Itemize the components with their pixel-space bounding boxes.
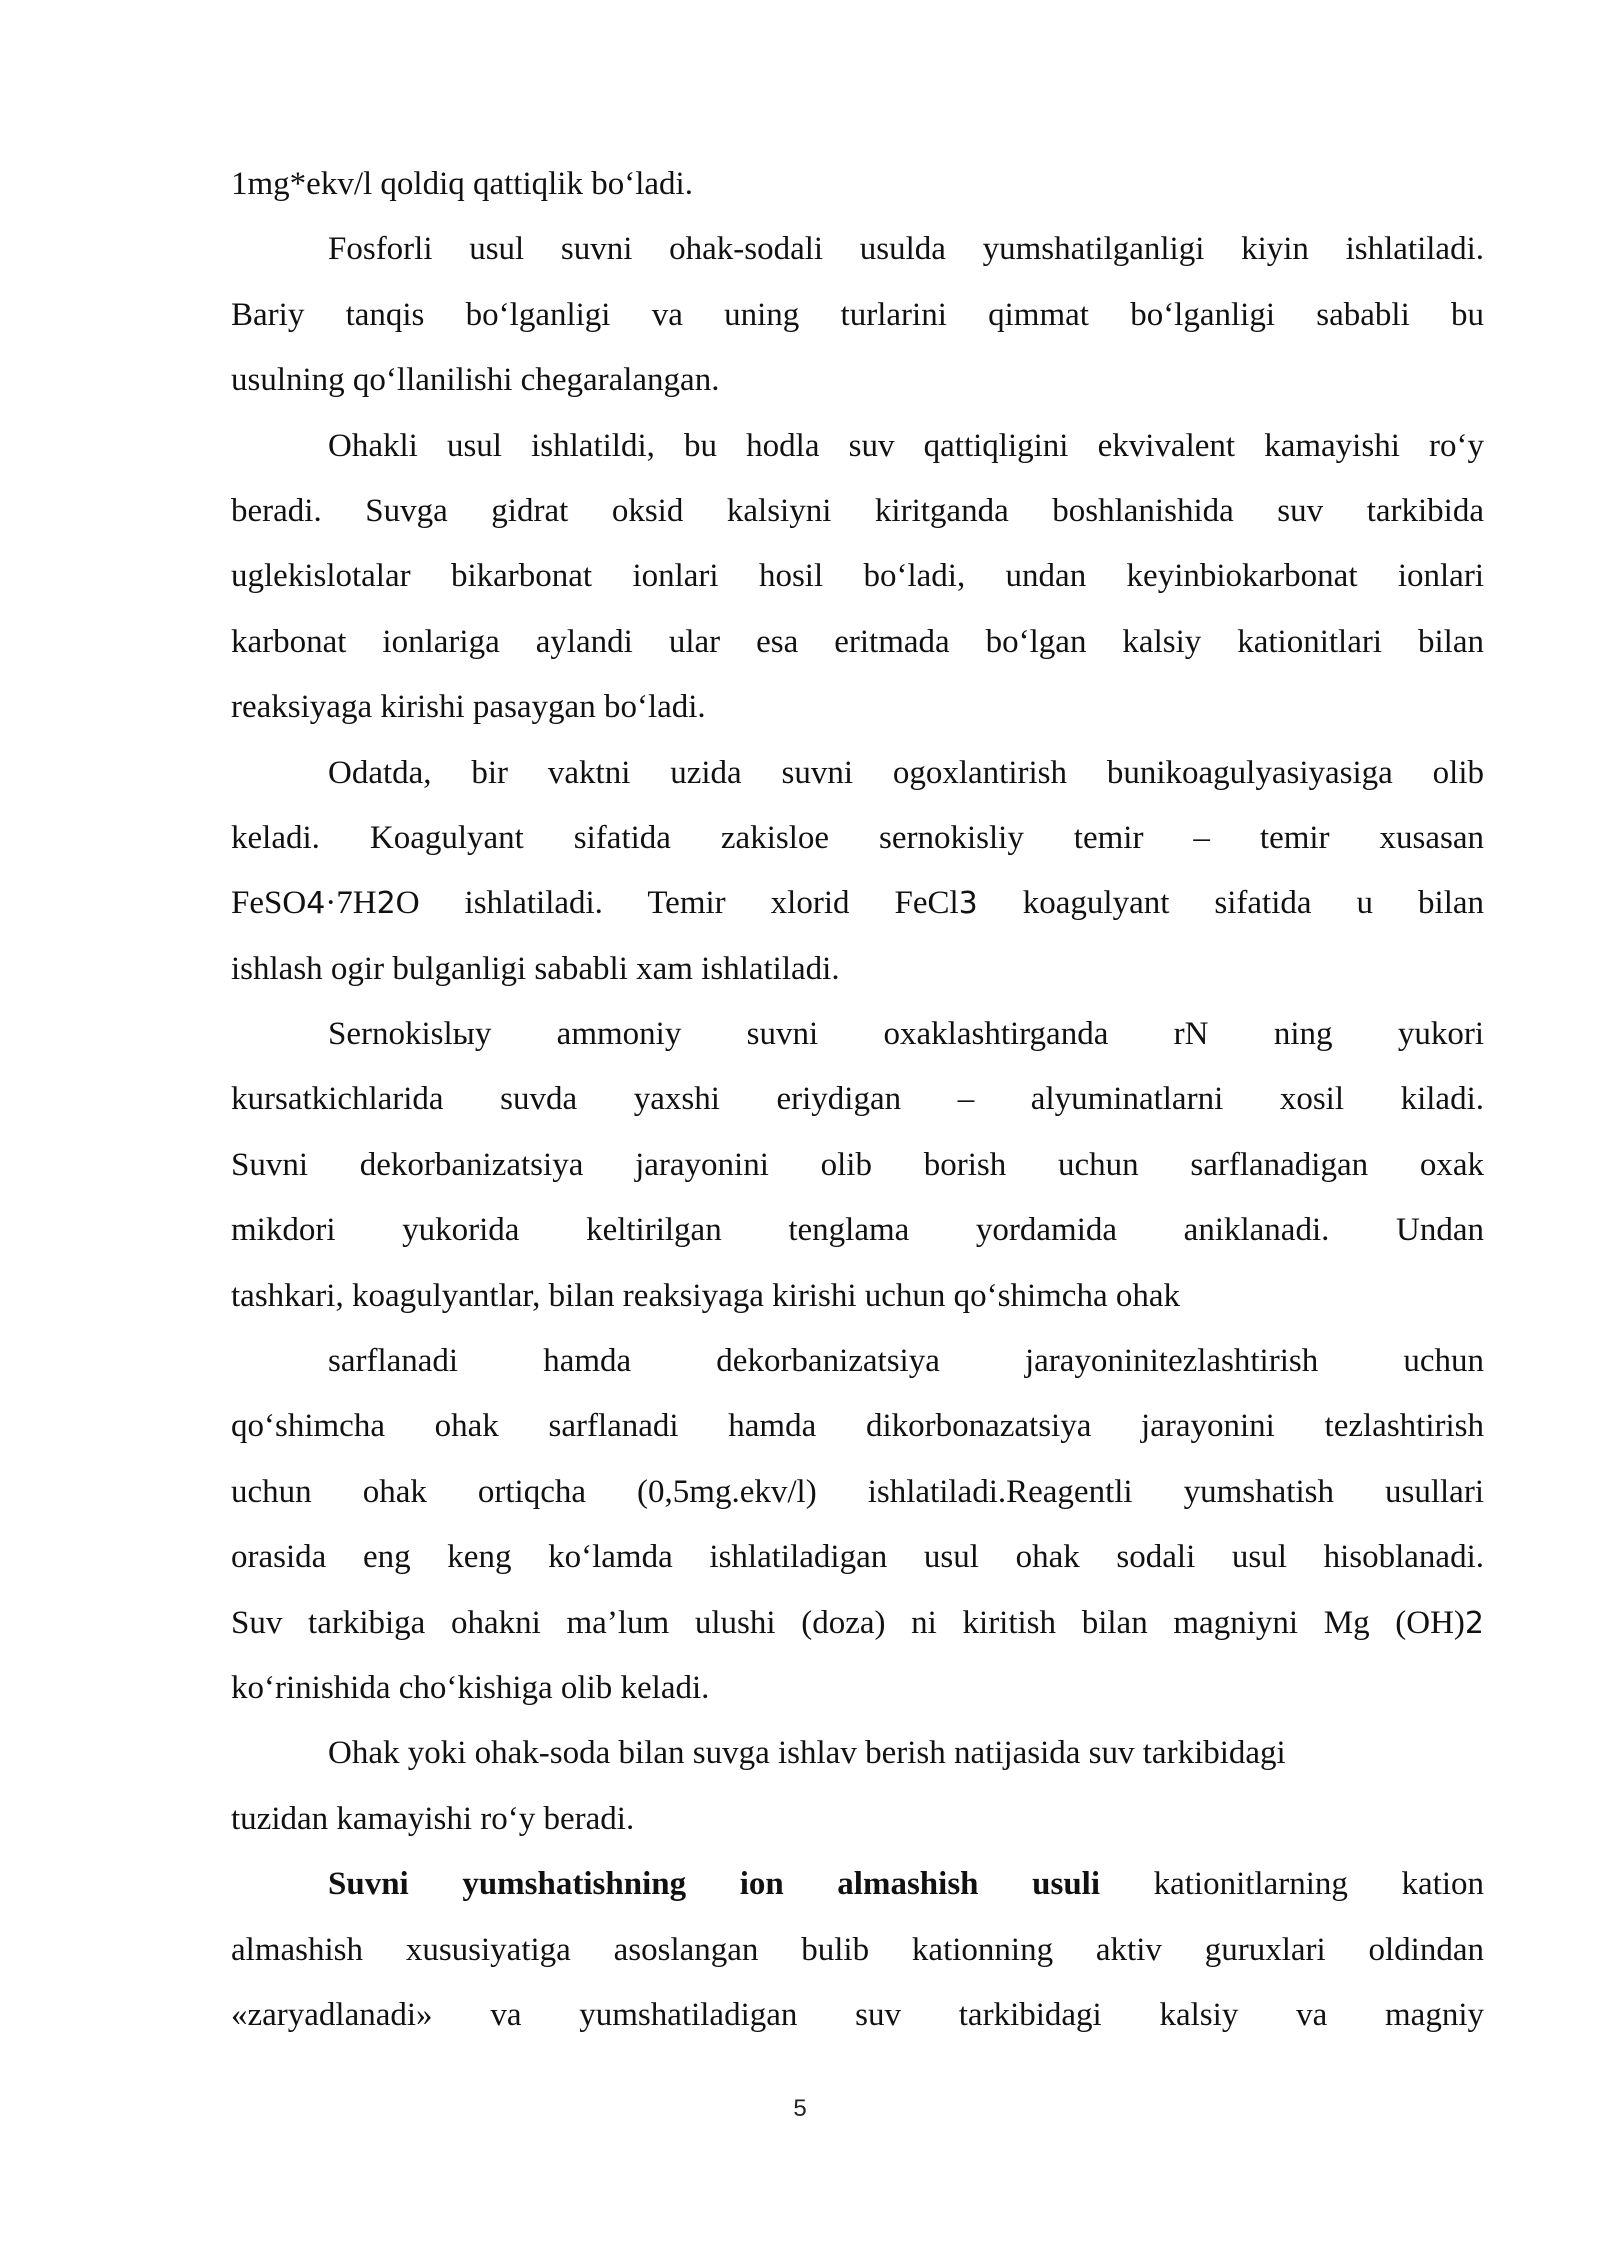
text-line: usulning qo‘llanilishi chegaralangan. [231,362,720,399]
text-line: Ohakli usul ishlatildi, bu hodla suv qattiqligini ekvivalent kamayishi ro‘y [328,427,1484,464]
text-line: 1mg*ekv/l qoldiq qattiqlik bo‘ladi. [231,166,693,202]
text-line: beradi. Suvga gidrat oksid kalsiyni kiritganda boshlanishida suv tarkibida [231,492,1484,529]
text-line: ishlash ogir bulganligi sababli xam ishlatiladi. [231,950,840,987]
text-line: ko‘rinishida cho‘kishiga olib keladi. [231,1669,710,1706]
text-line: tashkari, koagulyantlar, bilan reaksiyaga kirishi uchun qo‘shimcha ohak [231,1277,1180,1314]
body-text [231,152,1484,2048]
text-line: sarflanadi hamda dekorbanizatsiya jarayoninitezlashtirish uchun [328,1343,1484,1380]
text-line: orasida eng keng ko‘lamda ishlatiladigan usul ohak sodali usul hisoblanadi. [231,1539,1484,1576]
text-line: qo‘shimcha ohak sarflanadi hamda dikorbonazatsiya jarayonini tezlashtirish [231,1408,1484,1445]
text-line: Sernokislыy ammoniy suvni oxaklashtirganda rN ning yukori [328,1016,1484,1053]
text-line: uchun ohak ortiqcha (0,5mg.ekv/l) ishlatiladi.Reagentli yumshatish usullari [231,1473,1484,1510]
text-line: uglekislotalar bikarbonat ionlari hosil bo‘ladi, undan keyinbiokarbonat ionlari [231,558,1484,595]
text-line: Odatda, bir vaktni uzida suvni ogoxlantirish bunikoagulyasiyasiga olib [328,754,1484,791]
text-line: karbonat ionlariga aylandi ular esa eritmada bo‘lgan kalsiy kationitlari bilan [231,623,1484,660]
text-line: Bariy tanqis bo‘lganligi va uning turlarini qimmat bo‘lganligi sababli bu [231,296,1484,333]
page-number: 5 [793,2095,807,2122]
text-line: «zaryadlanadi» va yumshatiladigan suv tarkibidagi kalsiy va magniy [231,1996,1484,2033]
section-heading-line: Suvni yumshatishning ion almashish usuli kationitlarning kation [328,1866,1484,1903]
formula-line: Suv tarkibiga ohakni ma’lum ulushi (doza) ni kiritish bilan magniyni Mg (OH)2 [231,1604,1484,1641]
text-line: keladi. Koagulyant sifatida zakisloe sernokisliy temir – temir xusasan [231,819,1484,856]
text-line: almashish xususiyatiga asoslangan bulib kationning aktiv guruxlari oldindan [231,1931,1484,1968]
text-line: Suvni dekorbanizatsiya jarayonini olib borish uchun sarflanadigan oxak [231,1146,1484,1183]
text-line: reaksiyaga kirishi pasaygan bo‘ladi. [231,689,706,726]
text-line: mikdori yukorida keltirilgan tenglama yordamida aniklanadi. Undan [231,1212,1484,1249]
text-line: Fosforli usul suvni ohak-sodali usulda yumshatilganligi kiyin ishlatiladi. [328,231,1484,268]
formula-line: FeSO4·7H2O ishlatiladi. Temir xlorid FeCl3 koagulyant sifatida u bilan [231,885,1485,922]
text-line: tuzidan kamayishi ro‘y beradi. [231,1800,635,1837]
text-line: kursatkichlarida suvda yaxshi eriydigan – alyuminatlarni xosil kiladi. [231,1081,1484,1118]
section-heading: Suvni yumshatishning ion almashish usuli [328,1866,1101,1903]
text-line: Ohak yoki ohak-soda bilan suvga ishlav berish natijasida suv tarkibidagi [328,1735,1286,1772]
